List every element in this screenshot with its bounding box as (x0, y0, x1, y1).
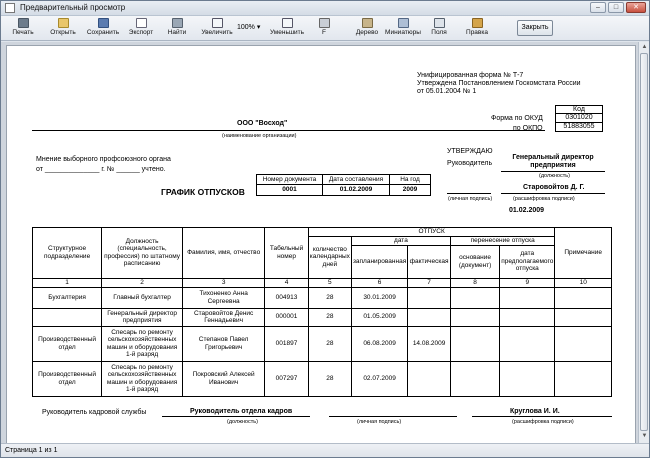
print-button[interactable]: Печать (5, 18, 41, 39)
hr-post: Руководитель отдела кадров (190, 408, 293, 415)
col-header-expected-date: дата предполагаемого отпуска (500, 245, 555, 278)
floppy-icon (98, 18, 109, 28)
frame-icon (319, 18, 330, 28)
doc-date: 01.02.2009 (323, 185, 390, 196)
form-title-line1: Унифицированная форма № Т-7 (417, 72, 524, 79)
report-page (6, 45, 636, 445)
code-header: Код (555, 105, 603, 114)
head-sign-underline (447, 193, 491, 194)
zoom-select[interactable]: 100% ▾ (237, 24, 261, 31)
union-opinion: Мнение выборного профсоюзного органа (36, 156, 171, 163)
hr-sign-caption: (личная подпись) (357, 419, 402, 425)
doc-number: 0001 (256, 185, 323, 196)
printer-icon (18, 18, 29, 28)
table-row: Производственный отдел Спесарь по ремонту сельскохозяйственных машин и оборудования 1-й разряд Покровский Алексей Иванович 007297 28 02.07.2009 (33, 361, 612, 396)
pencil-icon (472, 18, 483, 28)
head-name-underline (501, 193, 605, 194)
col-header-planned: запланированная (351, 245, 407, 278)
col-header-position: Должность (специальность, профессия) по штатному расписанию (102, 228, 183, 279)
zoom-out-button[interactable]: Уменьшить (267, 18, 307, 39)
close-preview-button[interactable]: Закрыть (517, 20, 553, 36)
hr-sign-underline (329, 416, 457, 417)
form-title-line2: Утверждена Постановлением Госкомстата России (417, 80, 581, 87)
col-header-tab-number: Табельный номер (265, 228, 309, 279)
col-header-fullname: Фамилия, имя, отчество (183, 228, 265, 279)
export-icon (136, 18, 147, 28)
tree-button[interactable]: Дерево (353, 18, 381, 39)
toolbar (1, 16, 649, 41)
hr-name-underline (472, 416, 612, 417)
app-icon (5, 3, 15, 13)
doc-year-header: На год (390, 174, 431, 185)
group-header-transfer: перенесение отпуска (450, 236, 554, 245)
okpo-label: по ОКПО (513, 125, 543, 132)
doc-year: 2009 (390, 185, 431, 196)
zoom-out-icon (282, 18, 293, 28)
col-header-basis: основание (документ) (450, 245, 499, 278)
page-indicator: Страница 1 из 1 (5, 447, 58, 454)
head-label: Руководитель (447, 160, 493, 167)
hr-name: Круглова И. И. (510, 408, 560, 415)
maximize-button[interactable]: □ (608, 2, 624, 13)
minimize-button[interactable]: – (590, 2, 606, 13)
approve-label: УТВЕРЖДАЮ (447, 148, 493, 155)
scroll-thumb[interactable] (640, 53, 648, 431)
col-header-department: Структурное подразделение (33, 228, 102, 279)
preview-viewport[interactable] (1, 42, 649, 443)
head-post-underline (501, 171, 605, 172)
binoculars-icon (172, 18, 183, 28)
hr-post-caption: (должность) (227, 419, 258, 425)
group-header-vacation: ОТПУСК (308, 228, 555, 237)
export-button[interactable]: Экспорт (123, 18, 159, 39)
zoom-in-button[interactable]: Увеличить (199, 18, 235, 39)
table-row: Генеральный директор предприятия Старовойтов Денис Геннадьевич 000001 28 01.05.2009 (33, 308, 612, 326)
open-button[interactable]: Открыть (45, 18, 81, 39)
table-row: Бухгалтерия Главный бухгалтер Тихоненко Анна Сергеевна 004913 28 30.01.2009 (33, 287, 612, 308)
union-date-line: от ______________ г. № ______ учтено. (36, 166, 166, 173)
col-header-note: Примечание (555, 228, 612, 279)
chevron-down-icon: ▾ (256, 24, 261, 31)
window-title: Предварительный просмотр (20, 3, 126, 12)
margins-icon (434, 18, 445, 28)
status-bar (1, 443, 649, 457)
thumbnails-button[interactable]: Миниатюры (385, 18, 421, 39)
hr-post-underline (162, 416, 310, 417)
column-number-row: 1 2 3 4 5 6 7 8 9 10 (33, 278, 612, 287)
find-button[interactable]: Найти (163, 18, 191, 39)
okpo-value: 51883055 (555, 122, 603, 132)
folder-icon (58, 18, 69, 28)
scroll-down-icon[interactable]: ▼ (641, 433, 648, 439)
okud-value: 0301020 (555, 113, 603, 123)
vertical-scrollbar[interactable] (638, 42, 649, 443)
tree-icon (362, 18, 373, 28)
thumbnails-icon (398, 18, 409, 28)
hr-decode-caption: (расшифровка подписи) (512, 419, 574, 425)
close-window-button[interactable]: ✕ (626, 2, 646, 13)
vacation-schedule-table (32, 227, 612, 397)
title-bar (1, 1, 649, 16)
edit-button[interactable]: Правка (464, 18, 490, 39)
doc-date-header: Дата составления (323, 174, 390, 185)
org-caption: (наименование организации) (222, 133, 297, 139)
col-header-actual: фактическая (408, 245, 451, 278)
post-caption: (должность) (539, 173, 570, 179)
approve-date: 01.02.2009 (509, 207, 545, 214)
head-name: Старовойтов Д. Г. (523, 184, 585, 191)
table-row: Производственный отдел Спесарь по ремонту сельскохозяйственных машин и оборудования 1-й разряд Степанов Павел Григорьевич 001897 28 06.08.2009 14.08.2009 (33, 326, 612, 361)
margins-button[interactable]: Поля (429, 18, 449, 39)
decode-caption: (расшифровка подписи) (513, 196, 575, 202)
okud-label: Форма по ОКУД (491, 115, 543, 122)
scroll-up-icon[interactable]: ▲ (641, 44, 648, 50)
sign-caption: (личная подпись) (448, 196, 493, 202)
zoom-in-icon (212, 18, 223, 28)
form-title-line3: от 05.01.2004 № 1 (417, 88, 477, 95)
f-button[interactable]: F (316, 18, 332, 39)
save-button[interactable]: Сохранить (83, 18, 123, 39)
document-title: ГРАФИК ОТПУСКОВ (161, 187, 245, 197)
head-post: Генеральный директор предприятия (512, 154, 594, 169)
org-underline (32, 130, 545, 131)
organization-name: ООО "Восход" (237, 120, 288, 127)
doc-number-header: Номер документа (256, 174, 323, 185)
col-header-days: количество календарных дней (308, 236, 351, 278)
group-header-date: дата (351, 236, 450, 245)
hr-label: Руководитель кадровой службы (42, 409, 147, 416)
